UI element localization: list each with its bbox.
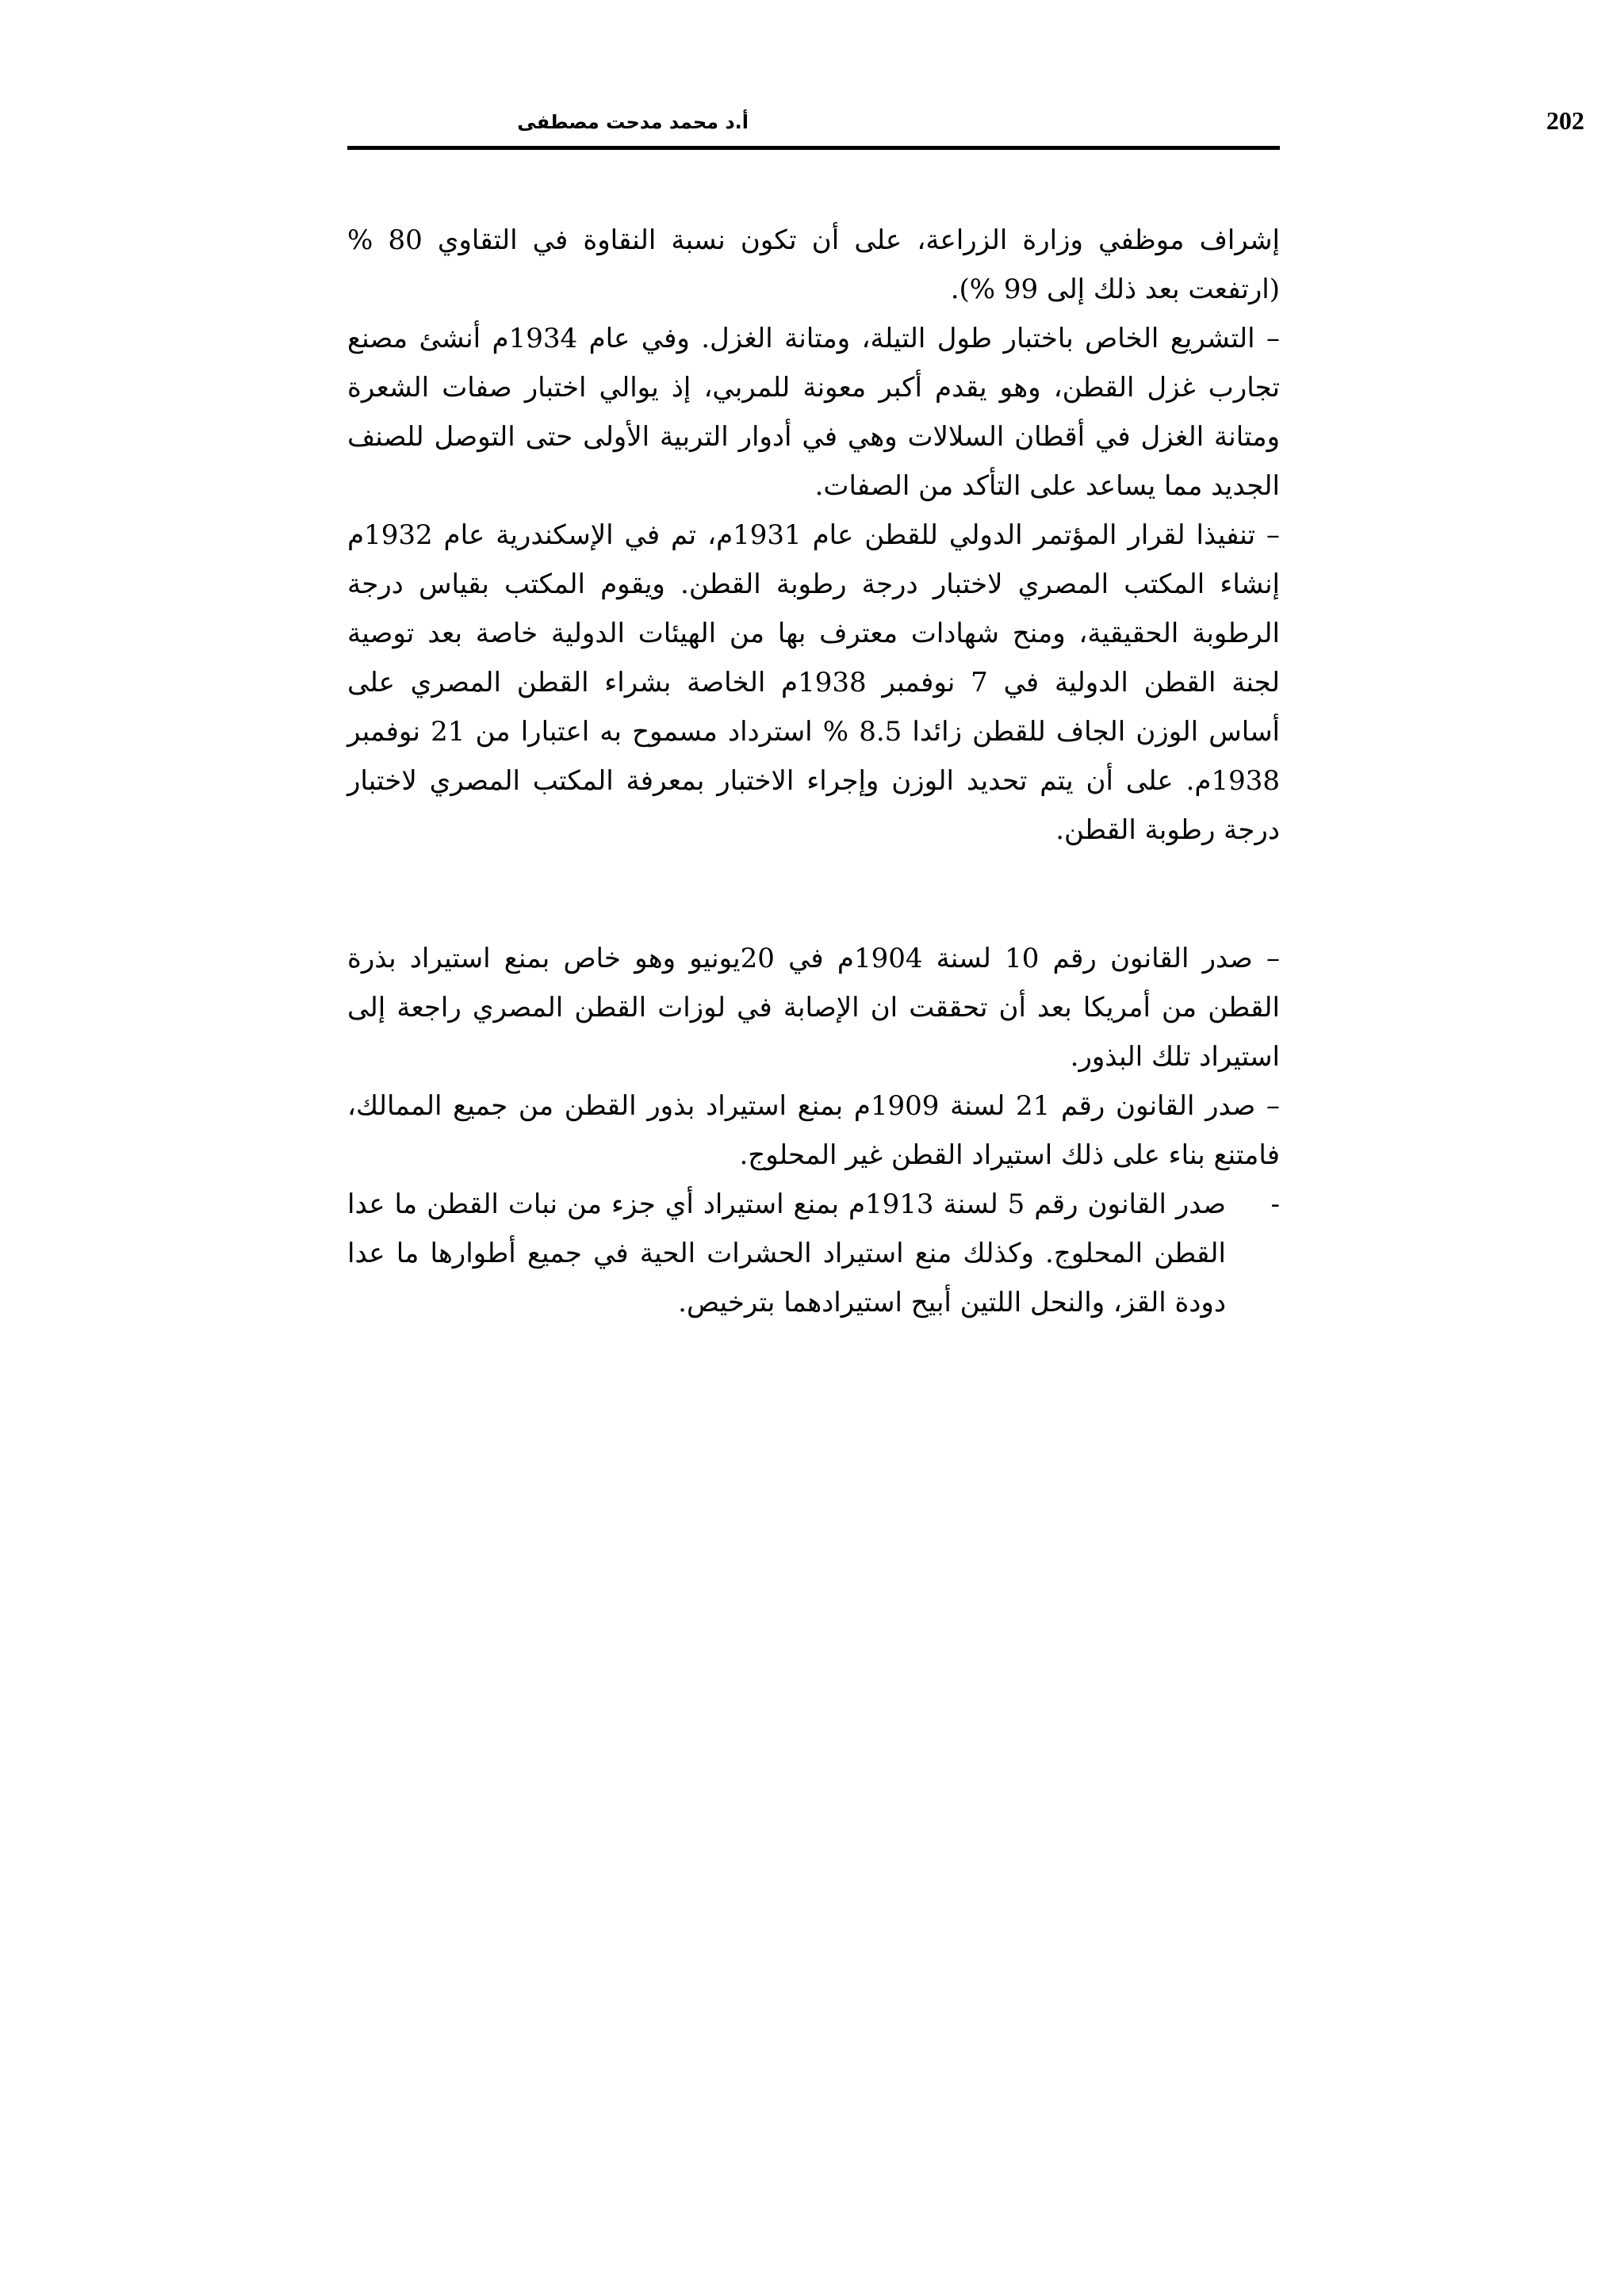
paragraph: إشراف موظفي وزارة الزراعة، على أن تكون نسبة النقاوة في التقاوي 80 % (ارتفعت بعد ذلك إلى 99 %). bbox=[347, 224, 1280, 305]
author-name: أ.د محمد مدحت مصطفى bbox=[517, 111, 749, 133]
paragraph: – صدر القانون رقم 10 لسنة 1904م في 20يونيو وهو خاص بمنع استيراد بذرة القطن من أمريكا بعد أن تحققت ان الإصابة في لوزات القطن المصري راجعة إلى استيراد تلك البذور. bbox=[347, 943, 1280, 1073]
list-item bbox=[347, 1180, 1280, 1327]
page-header bbox=[347, 97, 1584, 150]
section-gap bbox=[347, 855, 1280, 934]
paragraph: – صدر القانون رقم 21 لسنة 1909م بمنع استيراد بذور القطن من جميع الممالك، فامتنع بناء على ذلك استيراد القطن غير المحلوج. bbox=[347, 1090, 1280, 1171]
page-body bbox=[347, 216, 1280, 1327]
list-item-text: صدر القانون رقم 5 لسنة 1913م بمنع استيراد أي جزء من نبات القطن ما عدا القطن المحلوج. وكذلك منع استيراد الحشرات الحية في جميع أطوارها ما عدا دودة القز، والنحل اللتين أبيح استيرادهما بترخيص. bbox=[347, 1188, 1227, 1318]
paragraph: – تنفيذا لقرار المؤتمر الدولي للقطن عام 1931م، تم في الإسكندرية عام 1932م إنشاء المكتب المصري لاختبار درجة رطوبة القطن. ويقوم المكتب بقياس درجة الرطوبة الحقيقية، ومنح شهادات معترف بها من الهيئات الدولية خاصة بعد توصية لجنة القطن الدولية في 7 نوفمبر 1938م الخاصة بشراء القطن المصري على أساس الوزن الجاف للقطن زائدا 8.5 % استرداد مسموح به اعتبارا من 21 نوفمبر 1938م. على أن يتم تحديد الوزن وإجراء الاختبار بمعرفة المكتب المصري لاختبار درجة رطوبة القطن. bbox=[347, 519, 1280, 846]
paragraph: – التشريع الخاص باختبار طول التيلة، ومتانة الغزل. وفي عام 1934م أنشئ مصنع تجارب غزل القطن، وهو يقدم أكبر معونة للمربي، إذ يوالي اختبار صفات الشعرة ومتانة الغزل في أقطان السلالات وهي في أدوار التربية الأولى حتى التوصل للصنف الجديد مما يساعد على التأكد من الصفات. bbox=[347, 323, 1280, 502]
page-number: 202 bbox=[1546, 106, 1584, 135]
list-item-marker: - bbox=[1270, 1188, 1280, 1220]
